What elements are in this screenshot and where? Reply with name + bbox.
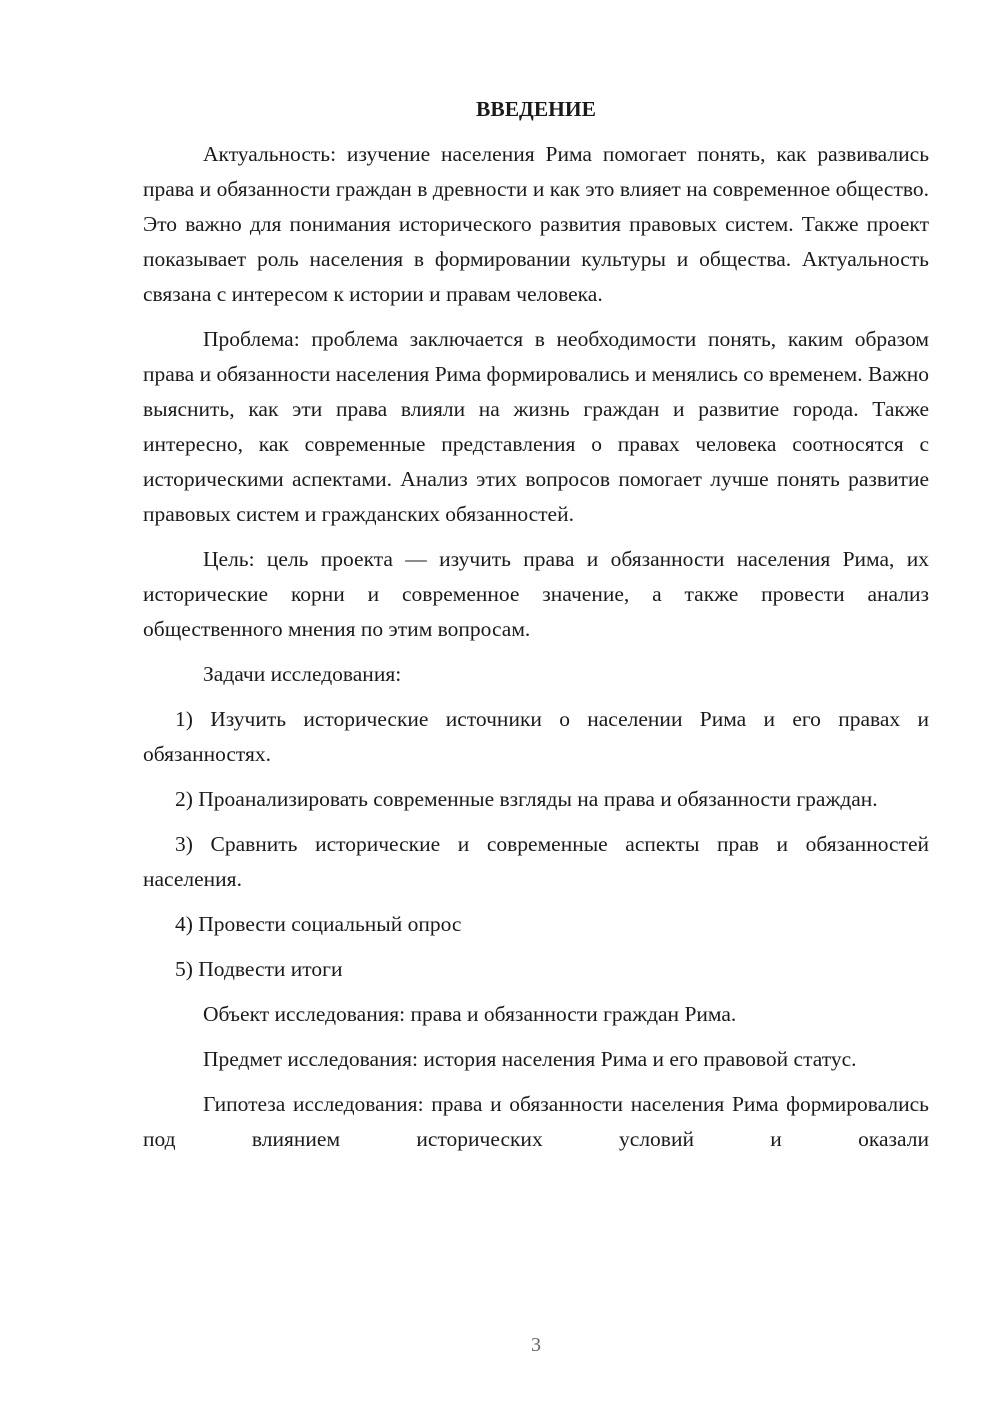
paragraph-goal: Цель: цель проекта — изучить права и обязанности населения Рима, их исторические корни и современное значение, а также провести анализ общественного мнения по этим вопросам. bbox=[143, 547, 929, 641]
paragraph-relevance: Актуальность: изучение населения Рима помогает понять, как развивались права и обязанности граждан в древности и как это влияет на современное общество. Это важно для понимания исторического развития правовых систем. Также проект показывает роль населения в формировании культуры и общества. Актуальность связана с интересом к истории и правам человека. bbox=[143, 142, 929, 306]
paragraph-subject: Предмет исследования: история населения Рима и его правовой статус. bbox=[203, 1047, 857, 1071]
paragraph-object: Объект исследования: права и обязанности граждан Рима. bbox=[203, 1002, 737, 1026]
task-item-4: 4) Провести социальный опрос bbox=[175, 912, 462, 936]
paragraph-problem: Проблема: проблема заключается в необходимости понять, каким образом права и обязанности населения Рима формировались и менялись со временем. Важно выяснить, как эти права влияли на жизнь граждан и развитие города. Также интересно, как современные представления о правах человека соотносятся с историческими аспектами. Анализ этих вопросов помогает лучше понять развитие правовых систем и гражданских обязанностей. bbox=[143, 327, 929, 526]
task-item-1: 1) Изучить исторические источники о населении Рима и его правах и обязанностях. bbox=[143, 707, 929, 766]
task-item-2: 2) Проанализировать современные взгляды на права и обязанности граждан. bbox=[175, 787, 878, 811]
document-page bbox=[143, 93, 929, 1167]
page-number: 3 bbox=[531, 1334, 541, 1356]
paragraph-hypothesis: Гипотеза исследования: права и обязанности населения Рима формировались под влиянием исторических условий и оказали bbox=[143, 1092, 929, 1151]
tasks-heading: Задачи исследования: bbox=[203, 662, 402, 686]
task-item-3: 3) Сравнить исторические и современные аспекты прав и обязанностей населения. bbox=[143, 832, 929, 891]
section-title: ВВЕДЕНИЕ bbox=[476, 97, 596, 121]
task-item-5: 5) Подвести итоги bbox=[175, 957, 343, 981]
